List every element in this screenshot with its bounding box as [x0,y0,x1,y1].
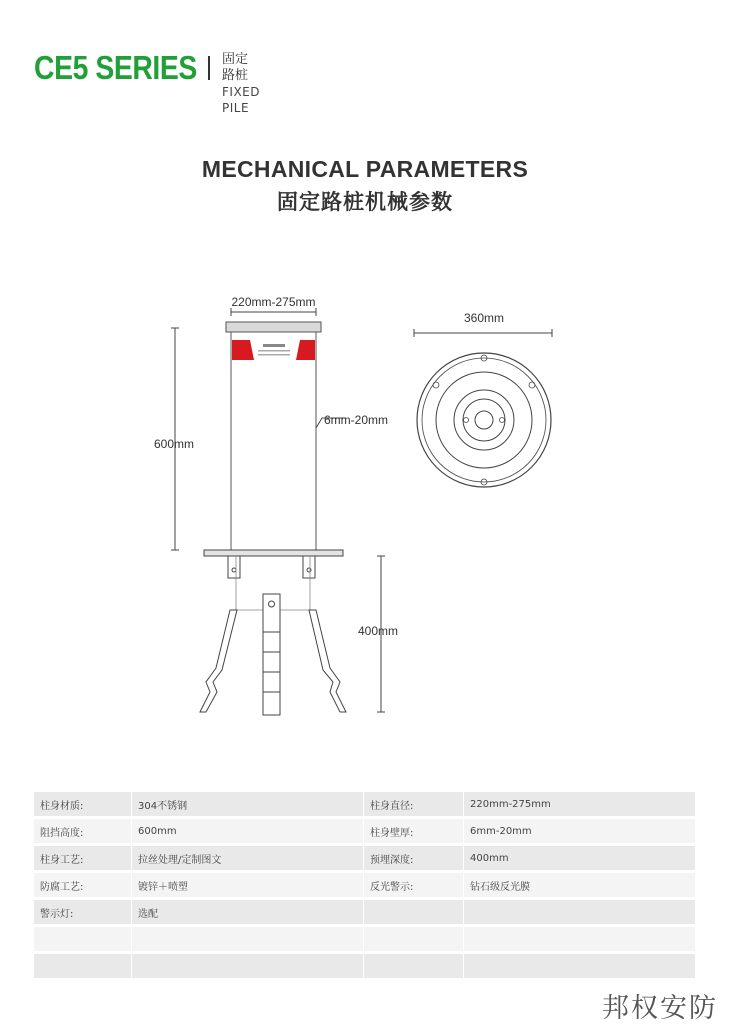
table-row [34,792,695,816]
bollard-top-view [417,353,551,487]
table-row [34,846,695,870]
label-base-diameter: 360mm [463,311,505,325]
dimension-base-diameter [414,329,552,337]
param-value: 400mm [464,846,695,870]
param-value: 220mm-275mm [464,792,695,816]
bracket-left [228,556,240,578]
param-value [464,927,695,951]
dimension-diameter [231,308,316,316]
param-value [464,900,695,924]
param-value: 拉丝处理/定制图文 [132,846,364,870]
bollard-side-view [200,322,346,715]
subtitle-en: FIXED PILE [222,85,260,115]
param-label [364,900,464,924]
param-label: 防腐工艺: [34,873,132,897]
reflective-band [232,340,315,360]
param-value: 6mm-20mm [464,819,695,843]
label-height: 600mm [154,437,195,451]
param-label [364,927,464,951]
param-value: 304不锈钢 [132,792,364,816]
label-wall-thickness: 6mm-20mm [324,413,389,427]
bollard-cap [226,322,321,332]
param-label: 柱身工艺: [34,846,132,870]
param-value: 钻石级反光膜 [464,873,695,897]
table-row [34,954,695,978]
label-diameter-range: 220mm-275mm [231,295,316,309]
table-row [34,873,695,897]
param-value [464,954,695,978]
param-value [132,954,364,978]
table-row [34,900,695,924]
param-label [364,954,464,978]
param-label: 柱身材质: [34,792,132,816]
base-outer-ring [417,353,551,487]
param-value: 选配 [132,900,364,924]
param-label: 反光警示: [364,873,464,897]
series-title: CE5 SERIES [34,49,197,86]
param-label: 警示灯: [34,900,132,924]
param-label [34,954,132,978]
anchor-legs [200,594,346,715]
parameter-table [34,789,695,981]
param-label [34,927,132,951]
label-embed-depth: 400mm [358,624,399,638]
table-row [34,927,695,951]
bracket-right [303,556,315,578]
param-label: 阻挡高度: [34,819,132,843]
table-row [34,819,695,843]
param-label: 柱身壁厚: [364,819,464,843]
param-label: 预埋深度: [364,846,464,870]
subtitle-cn: 固定路桩 [222,52,249,83]
section-title-cn: 固定路桩机械参数 [277,190,453,214]
section-title-en: MECHANICAL PARAMETERS [201,156,529,182]
bollard-body [231,332,316,550]
param-value [132,927,364,951]
param-label: 柱身直径: [364,792,464,816]
param-value: 600mm [132,819,364,843]
base-plate [204,550,343,556]
param-value: 镀锌＋喷塑 [132,873,364,897]
watermark: 邦权安防 [602,993,718,1024]
